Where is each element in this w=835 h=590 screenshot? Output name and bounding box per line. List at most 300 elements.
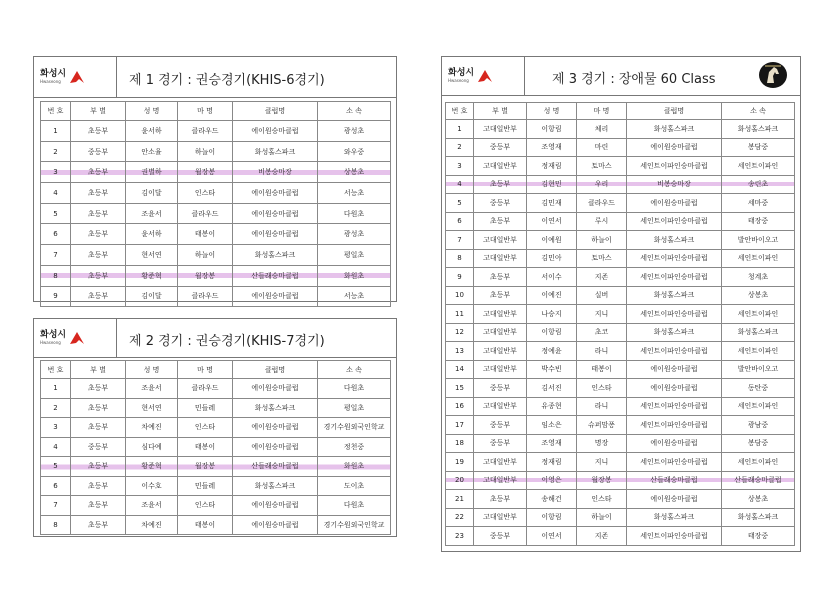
logo-name: 화성시 [40, 69, 67, 79]
cell-number: 2 [41, 398, 71, 418]
cell-affiliation: 세인트이파인 [722, 397, 795, 416]
cell-number: 7 [41, 496, 71, 516]
table-row [446, 120, 795, 139]
cell-horse: 토마스 [577, 249, 627, 268]
col-horse: 마 명 [577, 103, 627, 120]
cell-number: 21 [446, 490, 474, 509]
table-row [41, 457, 391, 477]
cell-division: 초등부 [71, 398, 126, 418]
cell-number: 3 [41, 162, 71, 183]
cell-division: 초등부 [71, 379, 126, 399]
cell-affiliation: 평일초 [318, 245, 391, 266]
logo-text [40, 330, 66, 345]
table-row [41, 379, 391, 399]
match2-card [33, 318, 397, 537]
cell-rider: 황준혁 [126, 265, 178, 286]
logo-sub: Hwaseong [40, 340, 61, 345]
hwaseong-logo [448, 68, 493, 83]
cell-division: 고대일반부 [474, 249, 527, 268]
cell-affiliation: 세인트이파인 [722, 305, 795, 324]
table-row [41, 183, 391, 204]
table-row [41, 496, 391, 516]
col-affiliation: 소 속 [722, 103, 795, 120]
cell-number: 13 [446, 342, 474, 361]
cell-division: 중등부 [474, 194, 527, 213]
cell-division: 중등부 [474, 527, 527, 546]
table-row [446, 138, 795, 157]
cell-horse: 라니 [577, 342, 627, 361]
cell-rider: 김이달 [126, 286, 178, 307]
cell-affiliation: 경기수원외국인학교 [318, 515, 391, 535]
cell-horse: 실버 [577, 286, 627, 305]
cell-affiliation: 세인트이파인 [722, 249, 795, 268]
match1-header [34, 57, 396, 98]
cell-horse: 라니 [577, 397, 627, 416]
cell-rider: 김이달 [126, 183, 178, 204]
cell-horse: 민들레 [178, 476, 233, 496]
cell-division: 초등부 [71, 162, 126, 183]
col-division: 부 별 [71, 102, 126, 121]
col-rider: 성 명 [527, 103, 577, 120]
hwaseong-logo [40, 69, 85, 84]
cell-horse: 체리 [577, 120, 627, 139]
cell-affiliation: 상봉초 [722, 286, 795, 305]
table-header-row [41, 361, 391, 379]
hwaseong-logo [40, 330, 85, 345]
header-divider [116, 319, 117, 357]
cell-rider: 정예윤 [527, 342, 577, 361]
cell-division: 초등부 [71, 183, 126, 204]
cell-horse: 월장봉 [178, 162, 233, 183]
cell-affiliation: 세인트이파인 [722, 453, 795, 472]
table-row [446, 175, 795, 194]
cell-division: 초등부 [474, 268, 527, 287]
cell-number: 22 [446, 508, 474, 527]
table-row [446, 231, 795, 250]
cell-division: 초등부 [474, 286, 527, 305]
logo-text [40, 69, 66, 84]
cell-horse: 클라우드 [178, 121, 233, 142]
header-divider [116, 57, 117, 97]
table-row [446, 379, 795, 398]
cell-affiliation: 다원초 [318, 379, 391, 399]
cell-horse: 하늘이 [178, 141, 233, 162]
cell-number: 17 [446, 416, 474, 435]
cell-number: 6 [446, 212, 474, 231]
cell-number: 4 [41, 183, 71, 204]
cell-horse: 태봉이 [577, 360, 627, 379]
cell-rider: 이항림 [527, 323, 577, 342]
table-row [446, 212, 795, 231]
cell-affiliation: 청계초 [722, 268, 795, 287]
cell-division: 중등부 [474, 416, 527, 435]
cell-division: 초등부 [71, 515, 126, 535]
cell-rider: 조윤서 [126, 496, 178, 516]
col-club: 클럽명 [627, 103, 722, 120]
cell-affiliation: 세인트이파인 [722, 157, 795, 176]
cell-club: 에이원승마클럽 [627, 490, 722, 509]
cell-horse: 마린 [577, 138, 627, 157]
cell-division: 초등부 [71, 265, 126, 286]
cell-rider: 심다예 [126, 437, 178, 457]
cell-affiliation: 동탄중 [722, 379, 795, 398]
cell-horse: 태봉이 [178, 437, 233, 457]
cell-division: 고대일반부 [474, 471, 527, 490]
cell-number: 10 [446, 286, 474, 305]
cell-club: 세인트이파인승마클럽 [627, 397, 722, 416]
cell-affiliation: 다원초 [318, 203, 391, 224]
cell-number: 6 [41, 476, 71, 496]
match3-table [445, 102, 795, 546]
cell-number: 5 [41, 457, 71, 477]
col-horse: 마 명 [178, 361, 233, 379]
cell-horse: 루시 [577, 212, 627, 231]
cell-horse: 인스타 [577, 379, 627, 398]
cell-club: 세인트이파인승마클럽 [627, 212, 722, 231]
table-row [41, 476, 391, 496]
cell-club: 화성홀스파크 [233, 245, 318, 266]
cell-number: 15 [446, 379, 474, 398]
cell-number: 5 [41, 203, 71, 224]
hwaseong-emblem-icon [69, 331, 85, 345]
cell-number: 12 [446, 323, 474, 342]
cell-rider: 이항림 [527, 508, 577, 527]
cell-club: 에이원승마클럽 [233, 379, 318, 399]
cell-horse: 초코 [577, 323, 627, 342]
table-row [446, 323, 795, 342]
cell-division: 고대일반부 [474, 397, 527, 416]
cell-rider: 김민재 [527, 194, 577, 213]
cell-number: 9 [446, 268, 474, 287]
table-row [41, 224, 391, 245]
table-row [446, 249, 795, 268]
cell-club: 에이원승마클럽 [233, 203, 318, 224]
cell-horse: 인스타 [178, 183, 233, 204]
cell-horse: 클라우드 [178, 379, 233, 399]
cell-rider: 조영재 [527, 138, 577, 157]
cell-affiliation: 서능초 [318, 286, 391, 307]
cell-rider: 조윤서 [126, 203, 178, 224]
cell-affiliation: 광성초 [318, 121, 391, 142]
cell-horse: 월장봉 [178, 265, 233, 286]
cell-number: 2 [41, 141, 71, 162]
table-header-row [446, 103, 795, 120]
cell-club: 세인트이파인승마클럽 [627, 268, 722, 287]
cell-rider: 안소율 [126, 141, 178, 162]
cell-division: 고대일반부 [474, 508, 527, 527]
cell-affiliation: 태장중 [722, 212, 795, 231]
col-division: 부 별 [71, 361, 126, 379]
match2-header [34, 319, 396, 358]
cell-rider: 이연서 [527, 527, 577, 546]
col-number: 번 호 [446, 103, 474, 120]
cell-division: 고대일반부 [474, 453, 527, 472]
col-number: 번 호 [41, 361, 71, 379]
cell-horse: 지니 [577, 453, 627, 472]
cell-division: 초등부 [71, 224, 126, 245]
cell-number: 14 [446, 360, 474, 379]
table-row [446, 508, 795, 527]
cell-club: 화성홀스파크 [627, 323, 722, 342]
table-row [41, 418, 391, 438]
cell-affiliation: 정천중 [318, 437, 391, 457]
logo-sub: Hwaseong [448, 78, 469, 83]
cell-rider: 김현민 [527, 175, 577, 194]
cell-affiliation: 경기수원외국인학교 [318, 418, 391, 438]
cell-horse: 월장봉 [178, 457, 233, 477]
cell-rider: 현서연 [126, 398, 178, 418]
table-row [41, 141, 391, 162]
cell-affiliation: 다원초 [318, 496, 391, 516]
cell-rider: 차예진 [126, 515, 178, 535]
cell-rider: 임소은 [527, 416, 577, 435]
cell-rider: 이항림 [527, 120, 577, 139]
cell-number: 1 [446, 120, 474, 139]
cell-division: 고대일반부 [474, 342, 527, 361]
cell-club: 화성홀스파크 [627, 120, 722, 139]
cell-affiliation: 와우중 [318, 141, 391, 162]
cell-affiliation: 화성홀스파크 [722, 120, 795, 139]
cell-club: 에이원승마클럽 [233, 183, 318, 204]
cell-division: 초등부 [474, 212, 527, 231]
match2-title: 제 2 경기 : 권승경기(KHIS-7경기) [129, 334, 325, 349]
cell-club: 화성홀스파크 [627, 286, 722, 305]
cell-division: 중등부 [71, 141, 126, 162]
cell-division: 고대일반부 [474, 360, 527, 379]
col-rider: 성 명 [126, 361, 178, 379]
cell-horse: 토마스 [577, 157, 627, 176]
cell-rider: 유종현 [527, 397, 577, 416]
cell-horse: 지니 [577, 305, 627, 324]
match3-title: 제 3 경기 : 장애물 60 Class [552, 72, 716, 87]
cell-number: 7 [41, 245, 71, 266]
cell-club: 세인트이파인승마클럽 [627, 527, 722, 546]
table-row [446, 527, 795, 546]
table-row [446, 490, 795, 509]
cell-club: 에이원승마클럽 [233, 437, 318, 457]
cell-rider: 정재림 [527, 157, 577, 176]
cell-rider: 황준혁 [126, 457, 178, 477]
cell-horse: 인스타 [178, 496, 233, 516]
cell-number: 8 [41, 265, 71, 286]
cell-club: 비봉승마장 [233, 162, 318, 183]
cell-number: 7 [446, 231, 474, 250]
cell-affiliation: 산들래승마클럽 [722, 471, 795, 490]
col-rider: 성 명 [126, 102, 178, 121]
cell-affiliation: 화원초 [318, 265, 391, 286]
cell-rider: 조윤서 [126, 379, 178, 399]
cell-affiliation: 광남중 [722, 416, 795, 435]
cell-rider: 이수호 [126, 476, 178, 496]
cell-club: 에이원승마클럽 [233, 224, 318, 245]
cell-club: 에이원승마클럽 [627, 434, 722, 453]
cell-rider: 김서진 [527, 379, 577, 398]
cell-rider: 이연서 [527, 212, 577, 231]
cell-division: 고대일반부 [474, 323, 527, 342]
cell-horse: 우리 [577, 175, 627, 194]
table-header-row [41, 102, 391, 121]
cell-club: 화성홀스파크 [233, 141, 318, 162]
table-row [41, 515, 391, 535]
cell-rider: 나승지 [527, 305, 577, 324]
cell-horse: 태봉이 [178, 224, 233, 245]
cell-division: 고대일반부 [474, 157, 527, 176]
table-row [446, 194, 795, 213]
cell-affiliation: 상봉초 [318, 162, 391, 183]
cell-rider: 서이수 [527, 268, 577, 287]
cell-club: 화성홀스파크 [627, 231, 722, 250]
cell-club: 에이원승마클럽 [233, 496, 318, 516]
cell-affiliation: 봉담중 [722, 434, 795, 453]
cell-rider: 이예진 [527, 286, 577, 305]
cell-club: 산들래승마클럽 [627, 471, 722, 490]
cell-division: 초등부 [71, 203, 126, 224]
table-row [446, 434, 795, 453]
table-row [446, 471, 795, 490]
cell-division: 초등부 [71, 496, 126, 516]
table-row [41, 203, 391, 224]
cell-rider: 현서연 [126, 245, 178, 266]
cell-rider: 김민아 [527, 249, 577, 268]
cell-club: 에이원승마클럽 [233, 286, 318, 307]
cell-horse: 클라우드 [577, 194, 627, 213]
table-row [446, 453, 795, 472]
col-club: 클럽명 [233, 102, 318, 121]
cell-number: 20 [446, 471, 474, 490]
match3-card [441, 56, 801, 552]
logo-name: 화성시 [448, 68, 475, 78]
match1-card [33, 56, 397, 302]
cell-horse: 태봉이 [178, 515, 233, 535]
cell-rider: 박수빈 [527, 360, 577, 379]
cell-division: 중등부 [474, 434, 527, 453]
cell-number: 8 [446, 249, 474, 268]
cell-number: 3 [446, 157, 474, 176]
cell-affiliation: 발안바이오고 [722, 360, 795, 379]
cell-division: 초등부 [71, 286, 126, 307]
table-row [446, 360, 795, 379]
cell-division: 초등부 [71, 476, 126, 496]
cell-number: 5 [446, 194, 474, 213]
hwaseong-emblem-icon [477, 69, 493, 83]
cell-horse: 인스타 [577, 490, 627, 509]
table-row [446, 397, 795, 416]
cell-horse: 명장 [577, 434, 627, 453]
cell-number: 6 [41, 224, 71, 245]
horse-emblem-icon [758, 61, 788, 89]
cell-division: 중등부 [474, 379, 527, 398]
cell-number: 18 [446, 434, 474, 453]
cell-affiliation: 상봉초 [722, 490, 795, 509]
cell-club: 산들래승마클럽 [233, 457, 318, 477]
cell-division: 초등부 [71, 121, 126, 142]
cell-club: 화성홀스파크 [233, 398, 318, 418]
cell-affiliation: 봉담중 [722, 138, 795, 157]
cell-number: 23 [446, 527, 474, 546]
cell-number: 1 [41, 121, 71, 142]
table-row [41, 162, 391, 183]
cell-rider: 윤서하 [126, 224, 178, 245]
logo-sub: Hwaseong [40, 79, 61, 84]
cell-club: 에이원승마클럽 [233, 418, 318, 438]
cell-affiliation: 화성홀스파크 [722, 323, 795, 342]
cell-horse: 슈퍼맘퐁 [577, 416, 627, 435]
table-row [41, 398, 391, 418]
cell-rider: 차예진 [126, 418, 178, 438]
cell-club: 세인트이파인승마클럽 [627, 416, 722, 435]
table-row [41, 286, 391, 307]
cell-number: 9 [41, 286, 71, 307]
header-divider [524, 57, 525, 95]
cell-number: 8 [41, 515, 71, 535]
cell-club: 에이원승마클럽 [627, 138, 722, 157]
cell-affiliation: 화원초 [318, 457, 391, 477]
cell-club: 세인트이파인승마클럽 [627, 305, 722, 324]
col-affiliation: 소 속 [318, 361, 391, 379]
table-row [446, 416, 795, 435]
cell-horse: 월장봉 [577, 471, 627, 490]
cell-division: 초등부 [71, 418, 126, 438]
cell-rider: 이예원 [527, 231, 577, 250]
table-row [446, 305, 795, 324]
cell-affiliation: 화성홀스파크 [722, 508, 795, 527]
table-row [446, 286, 795, 305]
cell-number: 11 [446, 305, 474, 324]
cell-number: 2 [446, 138, 474, 157]
cell-affiliation: 도이초 [318, 476, 391, 496]
cell-affiliation: 서능초 [318, 183, 391, 204]
cell-number: 4 [446, 175, 474, 194]
cell-rider: 정재림 [527, 453, 577, 472]
match1-title: 제 1 경기 : 권승경기(KHIS-6경기) [129, 73, 325, 88]
cell-affiliation: 세마중 [722, 194, 795, 213]
table-row [41, 121, 391, 142]
cell-horse: 클라우드 [178, 286, 233, 307]
cell-club: 세인트이파인승마클럽 [627, 249, 722, 268]
logo-name: 화성시 [40, 330, 67, 340]
table-row [41, 245, 391, 266]
cell-horse: 민들레 [178, 398, 233, 418]
cell-horse: 인스타 [178, 418, 233, 438]
cell-club: 에이원승마클럽 [233, 121, 318, 142]
cell-division: 고대일반부 [474, 120, 527, 139]
cell-club: 산들래승마클럽 [233, 265, 318, 286]
match1-table [40, 101, 391, 307]
cell-division: 초등부 [71, 245, 126, 266]
cell-club: 화성홀스파크 [627, 508, 722, 527]
table-row [446, 342, 795, 361]
cell-club: 에이원승마클럽 [627, 360, 722, 379]
col-division: 부 별 [474, 103, 527, 120]
hwaseong-emblem-icon [69, 70, 85, 84]
cell-horse: 하늘이 [577, 231, 627, 250]
cell-number: 3 [41, 418, 71, 438]
cell-club: 에이원승마클럽 [627, 194, 722, 213]
table-row [41, 265, 391, 286]
cell-rider: 권별하 [126, 162, 178, 183]
col-club: 클럽명 [233, 361, 318, 379]
cell-club: 세인트이파인승마클럽 [627, 453, 722, 472]
cell-affiliation: 광성초 [318, 224, 391, 245]
cell-number: 4 [41, 437, 71, 457]
cell-club: 세인트이파인승마클럽 [627, 157, 722, 176]
col-horse: 마 명 [178, 102, 233, 121]
cell-horse: 지존 [577, 527, 627, 546]
cell-division: 중등부 [474, 138, 527, 157]
table-row [446, 268, 795, 287]
col-number: 번 호 [41, 102, 71, 121]
cell-affiliation: 세인트이파인 [722, 342, 795, 361]
